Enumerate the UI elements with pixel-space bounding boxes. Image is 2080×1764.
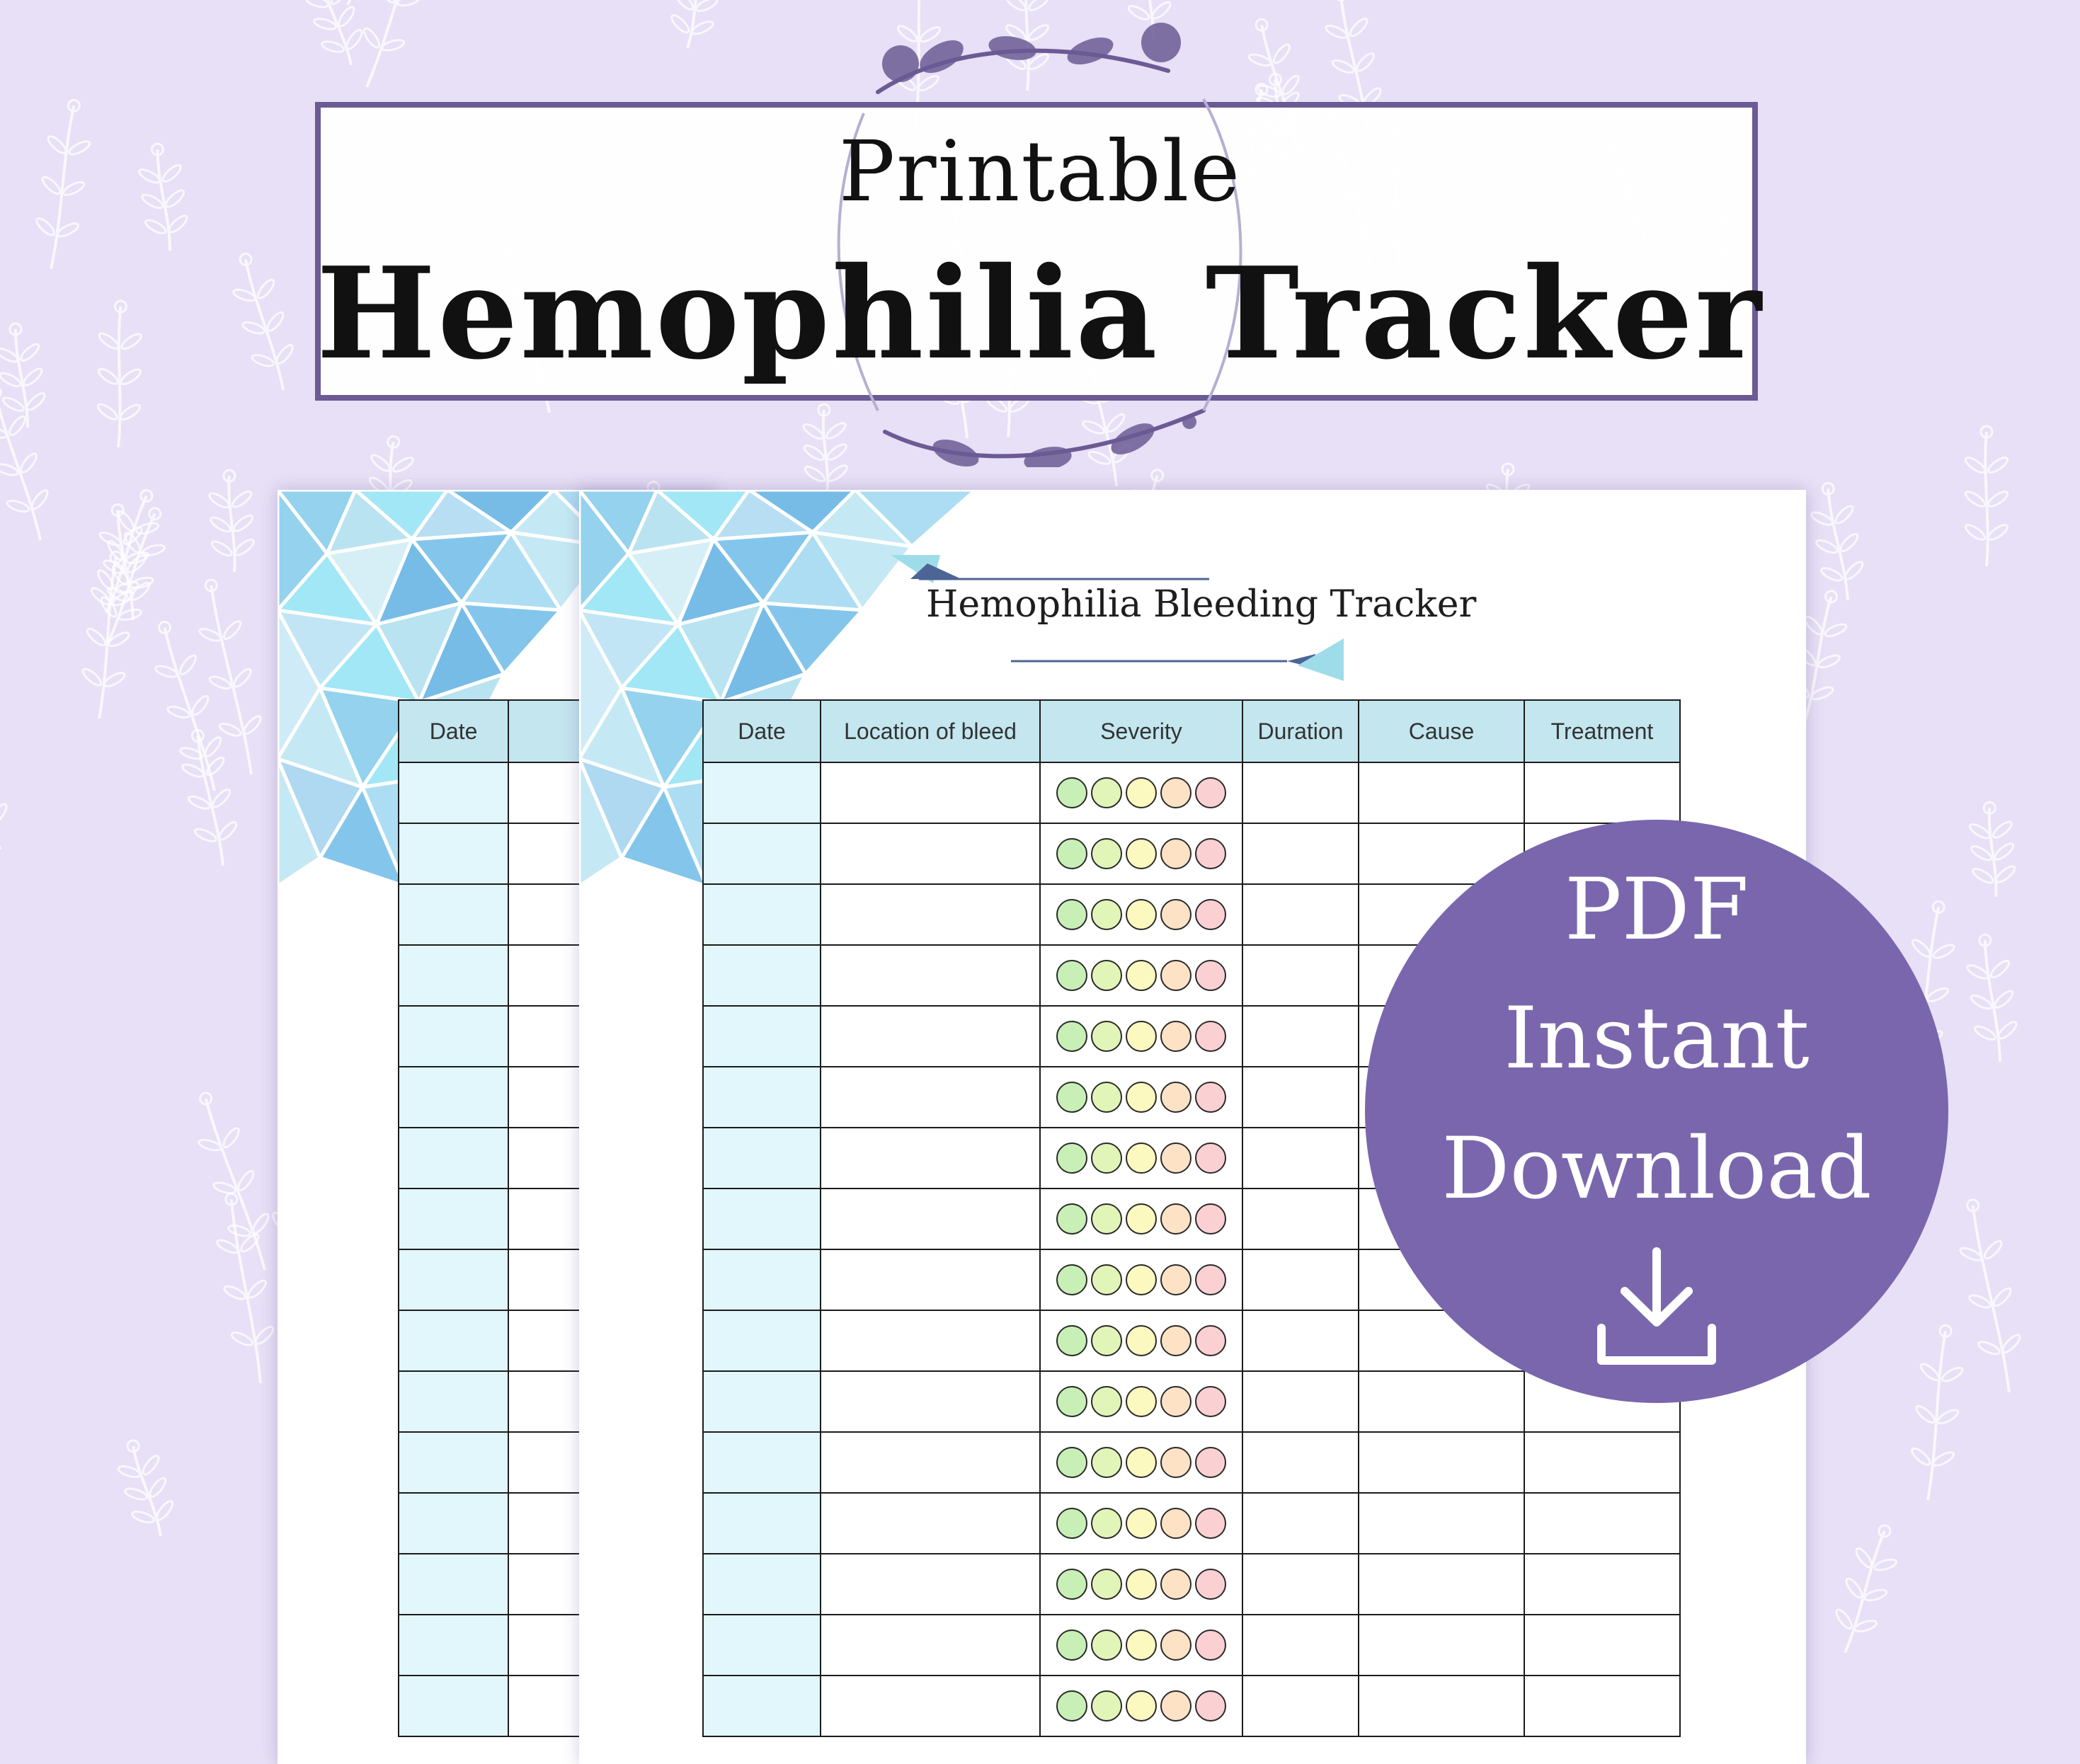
floral-sprig	[665, 0, 727, 52]
severity-dot-4[interactable]	[1160, 838, 1192, 869]
date-cell[interactable]	[399, 1310, 508, 1371]
severity-dot-3[interactable]	[1126, 1569, 1157, 1600]
date-cell[interactable]	[703, 762, 821, 823]
table-cell[interactable]	[1359, 1371, 1524, 1432]
severity-dot-3[interactable]	[1126, 1508, 1157, 1539]
severity-dot-4[interactable]	[1160, 1264, 1192, 1295]
severity-dot-2[interactable]	[1091, 1569, 1122, 1600]
tracker-title: Hemophilia Bleeding Tracker	[926, 583, 1477, 626]
table-cell[interactable]	[821, 762, 1040, 823]
table-cell[interactable]	[821, 1432, 1040, 1493]
severity-dot-5[interactable]	[1195, 1690, 1226, 1722]
floral-sprig	[297, 0, 372, 73]
table-cell[interactable]	[1242, 1371, 1359, 1432]
severity-cell[interactable]	[1040, 884, 1242, 945]
severity-dot-4[interactable]	[1160, 1386, 1192, 1417]
severity-dot-3[interactable]	[1126, 1690, 1157, 1722]
severity-cell[interactable]	[1040, 1432, 1242, 1493]
pdf-instant-download-badge	[1365, 820, 1948, 1403]
table-cell[interactable]	[1524, 1615, 1680, 1676]
severity-dot-5[interactable]	[1195, 960, 1226, 991]
date-cell[interactable]	[399, 762, 508, 823]
severity-cell[interactable]	[1040, 1676, 1242, 1736]
table-cell[interactable]	[1242, 1310, 1359, 1371]
severity-dot-5[interactable]	[1195, 1264, 1226, 1295]
table-cell[interactable]	[1524, 1554, 1680, 1615]
table-cell[interactable]	[1359, 1493, 1524, 1554]
column-header-treatment: Treatment	[1524, 700, 1680, 762]
floral-sprig	[182, 1086, 286, 1278]
column-header-severity: Severity	[1040, 700, 1242, 762]
floral-sprig	[1905, 1323, 1970, 1502]
table-row	[703, 1615, 1680, 1676]
severity-dot-5[interactable]	[1195, 899, 1226, 930]
table-row	[703, 1676, 1680, 1736]
date-cell[interactable]	[399, 1128, 508, 1189]
severity-dot-3[interactable]	[1126, 1021, 1157, 1052]
severity-dot-3[interactable]	[1126, 1325, 1157, 1356]
table-cell[interactable]	[821, 1067, 1040, 1128]
date-cell[interactable]	[703, 1006, 821, 1067]
table-row	[703, 1493, 1680, 1554]
severity-dot-3[interactable]	[1126, 777, 1157, 808]
severity-dot-3[interactable]	[1126, 1630, 1157, 1661]
severity-dot-5[interactable]	[1195, 1447, 1226, 1478]
floral-sprig	[1949, 1196, 2032, 1397]
table-cell[interactable]	[821, 1249, 1040, 1310]
table-cell[interactable]	[821, 1371, 1040, 1432]
column-header-location-of-bleed: Location of bleed	[821, 700, 1040, 762]
severity-dot-1[interactable]	[1056, 1690, 1087, 1722]
table-cell[interactable]	[1242, 884, 1359, 945]
severity-dot-4[interactable]	[1160, 1630, 1192, 1661]
severity-dot-2[interactable]	[1091, 1021, 1122, 1052]
severity-dot-3[interactable]	[1126, 1082, 1157, 1113]
floral-sprig	[345, 0, 452, 95]
severity-cell[interactable]	[1040, 762, 1242, 823]
severity-cell[interactable]	[1040, 1249, 1242, 1310]
severity-dot-1[interactable]	[1056, 777, 1087, 808]
severity-dot-5[interactable]	[1195, 1142, 1226, 1174]
severity-dot-3[interactable]	[1126, 1386, 1157, 1417]
table-cell[interactable]	[1359, 1554, 1524, 1615]
severity-dot-5[interactable]	[1195, 777, 1226, 808]
date-cell[interactable]	[703, 823, 821, 884]
severity-dot-5[interactable]	[1195, 838, 1226, 869]
table-cell[interactable]	[1359, 1676, 1524, 1736]
severity-cell[interactable]	[1040, 1067, 1242, 1128]
date-cell[interactable]	[703, 1615, 821, 1676]
severity-dot-3[interactable]	[1126, 1447, 1157, 1478]
severity-dot-1[interactable]	[1056, 1569, 1087, 1600]
severity-dot-3[interactable]	[1126, 899, 1157, 930]
severity-dot-1[interactable]	[1056, 960, 1087, 991]
severity-dot-4[interactable]	[1160, 960, 1192, 991]
table-cell[interactable]	[1242, 1249, 1359, 1310]
severity-cell[interactable]	[1040, 1006, 1242, 1067]
severity-dot-1[interactable]	[1056, 1447, 1087, 1478]
date-cell[interactable]	[399, 1006, 508, 1067]
table-cell[interactable]	[1524, 1493, 1680, 1554]
severity-dot-4[interactable]	[1160, 1203, 1192, 1235]
severity-dot-3[interactable]	[1126, 1142, 1157, 1174]
date-cell[interactable]	[399, 1615, 508, 1676]
floral-sprig	[1963, 426, 2009, 566]
table-cell[interactable]	[821, 884, 1040, 945]
severity-dot-4[interactable]	[1160, 1325, 1192, 1356]
severity-cell[interactable]	[1040, 1554, 1242, 1615]
table-cell[interactable]	[1524, 1676, 1680, 1736]
severity-dot-1[interactable]	[1056, 1630, 1087, 1661]
date-cell[interactable]	[703, 1432, 821, 1493]
severity-dot-4[interactable]	[1160, 1447, 1192, 1478]
severity-dot-1[interactable]	[1056, 1325, 1087, 1356]
severity-dot-2[interactable]	[1091, 1690, 1122, 1722]
severity-dot-5[interactable]	[1195, 1325, 1226, 1356]
table-cell[interactable]	[1242, 1128, 1359, 1189]
severity-dot-2[interactable]	[1091, 960, 1122, 991]
severity-cell[interactable]	[1040, 1371, 1242, 1432]
date-cell[interactable]	[399, 1432, 508, 1493]
date-cell[interactable]	[399, 1249, 508, 1310]
severity-dot-2[interactable]	[1091, 1386, 1122, 1417]
severity-dot-1[interactable]	[1056, 1264, 1087, 1295]
table-cell[interactable]	[1242, 823, 1359, 884]
severity-dot-4[interactable]	[1160, 899, 1192, 930]
severity-dot-5[interactable]	[1195, 1386, 1226, 1417]
column-header-cause: Cause	[1359, 700, 1524, 762]
floral-sprig	[0, 708, 22, 857]
floral-sprig	[0, 380, 62, 546]
severity-dot-5[interactable]	[1195, 1630, 1226, 1661]
date-cell[interactable]	[399, 884, 508, 945]
table-cell[interactable]	[821, 1189, 1040, 1249]
severity-dot-2[interactable]	[1091, 1630, 1122, 1661]
table-cell[interactable]	[821, 945, 1040, 1006]
table-row	[703, 1554, 1680, 1615]
severity-cell[interactable]	[1040, 823, 1242, 884]
severity-dot-1[interactable]	[1056, 1142, 1087, 1174]
severity-cell[interactable]	[1040, 1189, 1242, 1249]
table-row	[703, 762, 1680, 823]
badge-line-pdf: PDF	[1564, 861, 1749, 959]
severity-dot-5[interactable]	[1195, 1569, 1226, 1600]
table-cell[interactable]	[821, 823, 1040, 884]
date-cell[interactable]	[703, 1493, 821, 1554]
severity-dot-1[interactable]	[1056, 899, 1087, 930]
date-cell[interactable]	[703, 1554, 821, 1615]
floral-sprig	[1805, 479, 1870, 605]
table-cell[interactable]	[1242, 1067, 1359, 1128]
table-cell[interactable]	[1242, 1676, 1359, 1736]
column-header-duration: Duration	[1242, 700, 1359, 762]
date-cell[interactable]	[703, 1371, 821, 1432]
date-cell[interactable]	[399, 1554, 508, 1615]
table-cell[interactable]	[1524, 762, 1680, 823]
severity-dot-4[interactable]	[1160, 1690, 1192, 1722]
severity-dot-3[interactable]	[1126, 1264, 1157, 1295]
table-cell[interactable]	[1242, 1615, 1359, 1676]
severity-dot-5[interactable]	[1195, 1508, 1226, 1539]
severity-dot-2[interactable]	[1091, 899, 1122, 930]
severity-dot-1[interactable]	[1056, 1021, 1087, 1052]
severity-dot-4[interactable]	[1160, 1142, 1192, 1174]
severity-dot-2[interactable]	[1091, 777, 1122, 808]
table-row	[703, 1371, 1680, 1432]
date-cell[interactable]	[399, 1189, 508, 1249]
table-row	[703, 1432, 1680, 1493]
table-cell[interactable]	[821, 1128, 1040, 1189]
date-cell[interactable]	[703, 1189, 821, 1249]
severity-dot-3[interactable]	[1126, 1203, 1157, 1235]
table-cell[interactable]	[1242, 1189, 1359, 1249]
severity-cell[interactable]	[1040, 945, 1242, 1006]
severity-dot-2[interactable]	[1091, 1264, 1122, 1295]
severity-dot-1[interactable]	[1056, 1082, 1087, 1113]
date-cell[interactable]	[399, 1493, 508, 1554]
severity-dot-1[interactable]	[1056, 838, 1087, 869]
severity-cell[interactable]	[1040, 1310, 1242, 1371]
table-cell[interactable]	[821, 1554, 1040, 1615]
table-cell[interactable]	[1359, 762, 1524, 823]
date-cell[interactable]	[703, 884, 821, 945]
column-header-date: Date	[399, 700, 508, 762]
severity-dot-5[interactable]	[1195, 1082, 1226, 1113]
date-cell[interactable]	[399, 1067, 508, 1128]
floral-sprig	[206, 469, 258, 573]
severity-dot-2[interactable]	[1091, 1508, 1122, 1539]
severity-dot-4[interactable]	[1160, 1021, 1192, 1052]
severity-dot-1[interactable]	[1056, 1203, 1087, 1235]
table-cell[interactable]	[821, 1676, 1040, 1736]
severity-cell[interactable]	[1040, 1493, 1242, 1554]
floral-sprig	[207, 1190, 283, 1387]
table-cell[interactable]	[1242, 1554, 1359, 1615]
severity-dot-4[interactable]	[1160, 1569, 1192, 1600]
floral-sprig	[1823, 1518, 1908, 1660]
table-cell[interactable]	[1242, 945, 1359, 1006]
severity-dot-4[interactable]	[1160, 777, 1192, 808]
floral-sprig	[1962, 932, 2023, 1065]
severity-dot-2[interactable]	[1091, 1142, 1122, 1174]
date-cell[interactable]	[703, 1128, 821, 1189]
severity-dot-1[interactable]	[1056, 1386, 1087, 1417]
date-cell[interactable]	[399, 1371, 508, 1432]
severity-dot-3[interactable]	[1126, 960, 1157, 991]
date-cell[interactable]	[399, 1676, 508, 1736]
severity-dot-2[interactable]	[1091, 1325, 1122, 1356]
table-cell[interactable]	[1242, 762, 1359, 823]
severity-dot-4[interactable]	[1160, 1082, 1192, 1113]
severity-dot-2[interactable]	[1091, 1082, 1122, 1113]
floral-sprig	[1966, 801, 2018, 898]
date-cell[interactable]	[399, 823, 508, 884]
column-header-date: Date	[703, 700, 821, 762]
severity-dot-2[interactable]	[1091, 1447, 1122, 1478]
table-cell[interactable]	[1242, 1006, 1359, 1067]
severity-cell[interactable]	[1040, 1128, 1242, 1189]
severity-dot-5[interactable]	[1195, 1203, 1226, 1235]
table-cell[interactable]	[1359, 1615, 1524, 1676]
severity-dot-4[interactable]	[1160, 1508, 1192, 1539]
date-cell[interactable]	[703, 1067, 821, 1128]
date-cell[interactable]	[399, 945, 508, 1006]
date-cell[interactable]	[703, 1310, 821, 1371]
banner-title: Hemophilia Tracker	[316, 239, 1764, 387]
badge-line-instant: Instant	[1504, 990, 1810, 1088]
severity-dot-2[interactable]	[1091, 1203, 1122, 1235]
date-cell[interactable]	[703, 945, 821, 1006]
table-cell[interactable]	[1242, 1493, 1359, 1554]
severity-dot-1[interactable]	[1056, 1508, 1087, 1539]
date-cell[interactable]	[703, 1676, 821, 1736]
severity-dot-2[interactable]	[1091, 838, 1122, 869]
table-cell[interactable]	[821, 1310, 1040, 1371]
severity-dot-3[interactable]	[1126, 838, 1157, 869]
severity-dot-5[interactable]	[1195, 1021, 1226, 1052]
table-cell[interactable]	[1359, 1432, 1524, 1493]
floral-sprig	[110, 1434, 183, 1543]
table-cell[interactable]	[821, 1493, 1040, 1554]
banner-subtitle: Printable	[838, 122, 1242, 220]
badge-line-download: Download	[1441, 1120, 1872, 1218]
table-cell[interactable]	[821, 1615, 1040, 1676]
date-cell[interactable]	[703, 1249, 821, 1310]
severity-cell[interactable]	[1040, 1615, 1242, 1676]
table-cell[interactable]	[1242, 1432, 1359, 1493]
table-cell[interactable]	[821, 1006, 1040, 1067]
download-icon	[1593, 1243, 1720, 1370]
table-cell[interactable]	[1524, 1432, 1680, 1493]
